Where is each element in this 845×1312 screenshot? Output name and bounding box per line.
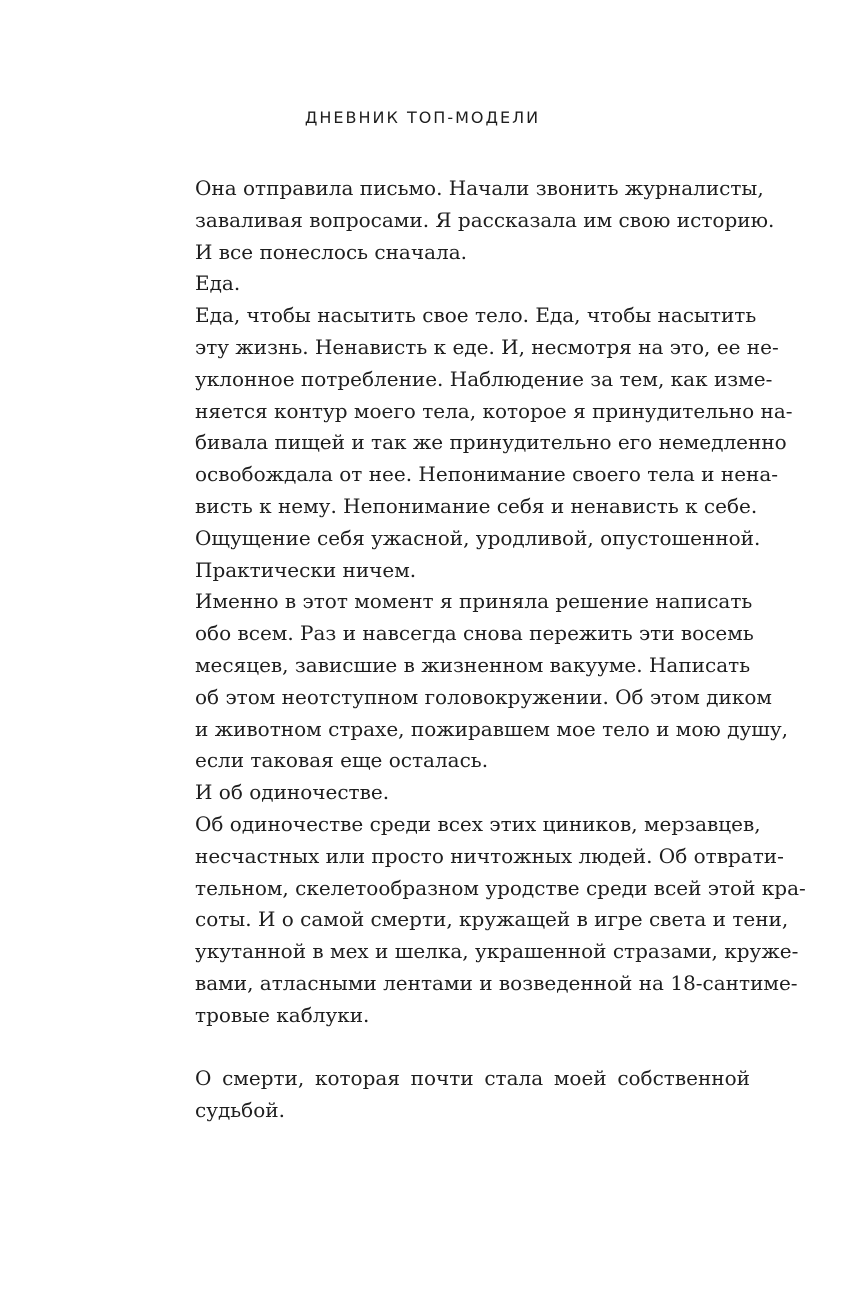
text-line: судьбой. <box>195 1098 285 1123</box>
text-line: бивала пищей и так же принудительно его немедленно <box>195 430 787 455</box>
text-line: заваливая вопросами. Я рассказала им свою историю. <box>195 207 775 232</box>
text-line: несчастных или просто ничтожных людей. Об отврати- <box>195 843 784 868</box>
text-line: Еда, чтобы насытить свое тело. Еда, чтобы насытить <box>195 303 757 328</box>
paragraph <box>160 173 775 268</box>
text-line: об этом неотступном головокружении. Об этом диком <box>195 684 772 709</box>
text-line: висть к нему. Непонимание себя и ненависть к себе. <box>195 493 758 518</box>
paragraph <box>160 1063 750 1127</box>
paragraph <box>160 809 806 1032</box>
text-line: И об одиночестве. <box>195 780 390 805</box>
running-head: ДНЕВНИК ТОП-МОДЕЛИ <box>304 108 541 127</box>
text-line: Именно в этот момент я приняла решение написать <box>195 589 753 614</box>
text-line: обо всем. Раз и навсегда снова пережить эти восемь <box>195 621 754 646</box>
text-line: месяцев, зависшие в жизненном вакууме. Написать <box>195 652 751 677</box>
text-line: Ощущение себя ужасной, уродливой, опустошенной. <box>195 525 761 550</box>
text-line: и животном страхе, пожиравшем мое тело и мою душу, <box>195 716 788 741</box>
text-line: О смерти, которая почти стала моей собственной <box>195 1066 750 1091</box>
text-line: вами, атласными лентами и возведенной на 18-сантиме- <box>195 970 798 995</box>
text-line: освобождала от нее. Непонимание своего тела и нена- <box>195 462 779 487</box>
paragraph <box>160 300 793 586</box>
paragraph <box>160 268 750 300</box>
text-line: Об одиночестве среди всех этих циников, мерзавцев, <box>195 811 761 836</box>
text-line: укутанной в мех и шелка, украшенной стразами, круже- <box>195 939 799 964</box>
text-line: Еда. <box>195 271 241 296</box>
paragraph <box>160 586 788 777</box>
paragraph <box>160 777 750 809</box>
text-line: Практически ничем. <box>195 557 417 582</box>
text-line: тровые каблуки. <box>195 1002 370 1027</box>
text-line: Она отправила письмо. Начали звонить журналисты, <box>195 176 764 200</box>
text-line: И все понеслось сначала. <box>195 239 467 264</box>
text-line: уклонное потребление. Наблюдение за тем, как изме- <box>195 366 773 391</box>
text-line: тельном, скелетообразном уродстве среди всей этой кра- <box>195 875 806 900</box>
section-gap <box>160 1032 750 1064</box>
text-line: эту жизнь. Ненависть к еде. И, несмотря на это, ее не- <box>195 334 779 359</box>
text-line: если таковая еще осталась. <box>195 748 489 773</box>
body-text <box>160 173 806 1127</box>
text-line: няется контур моего тела, которое я принудительно на- <box>195 398 793 423</box>
text-line: соты. И о самой смерти, кружащей в игре света и тени, <box>195 907 789 932</box>
